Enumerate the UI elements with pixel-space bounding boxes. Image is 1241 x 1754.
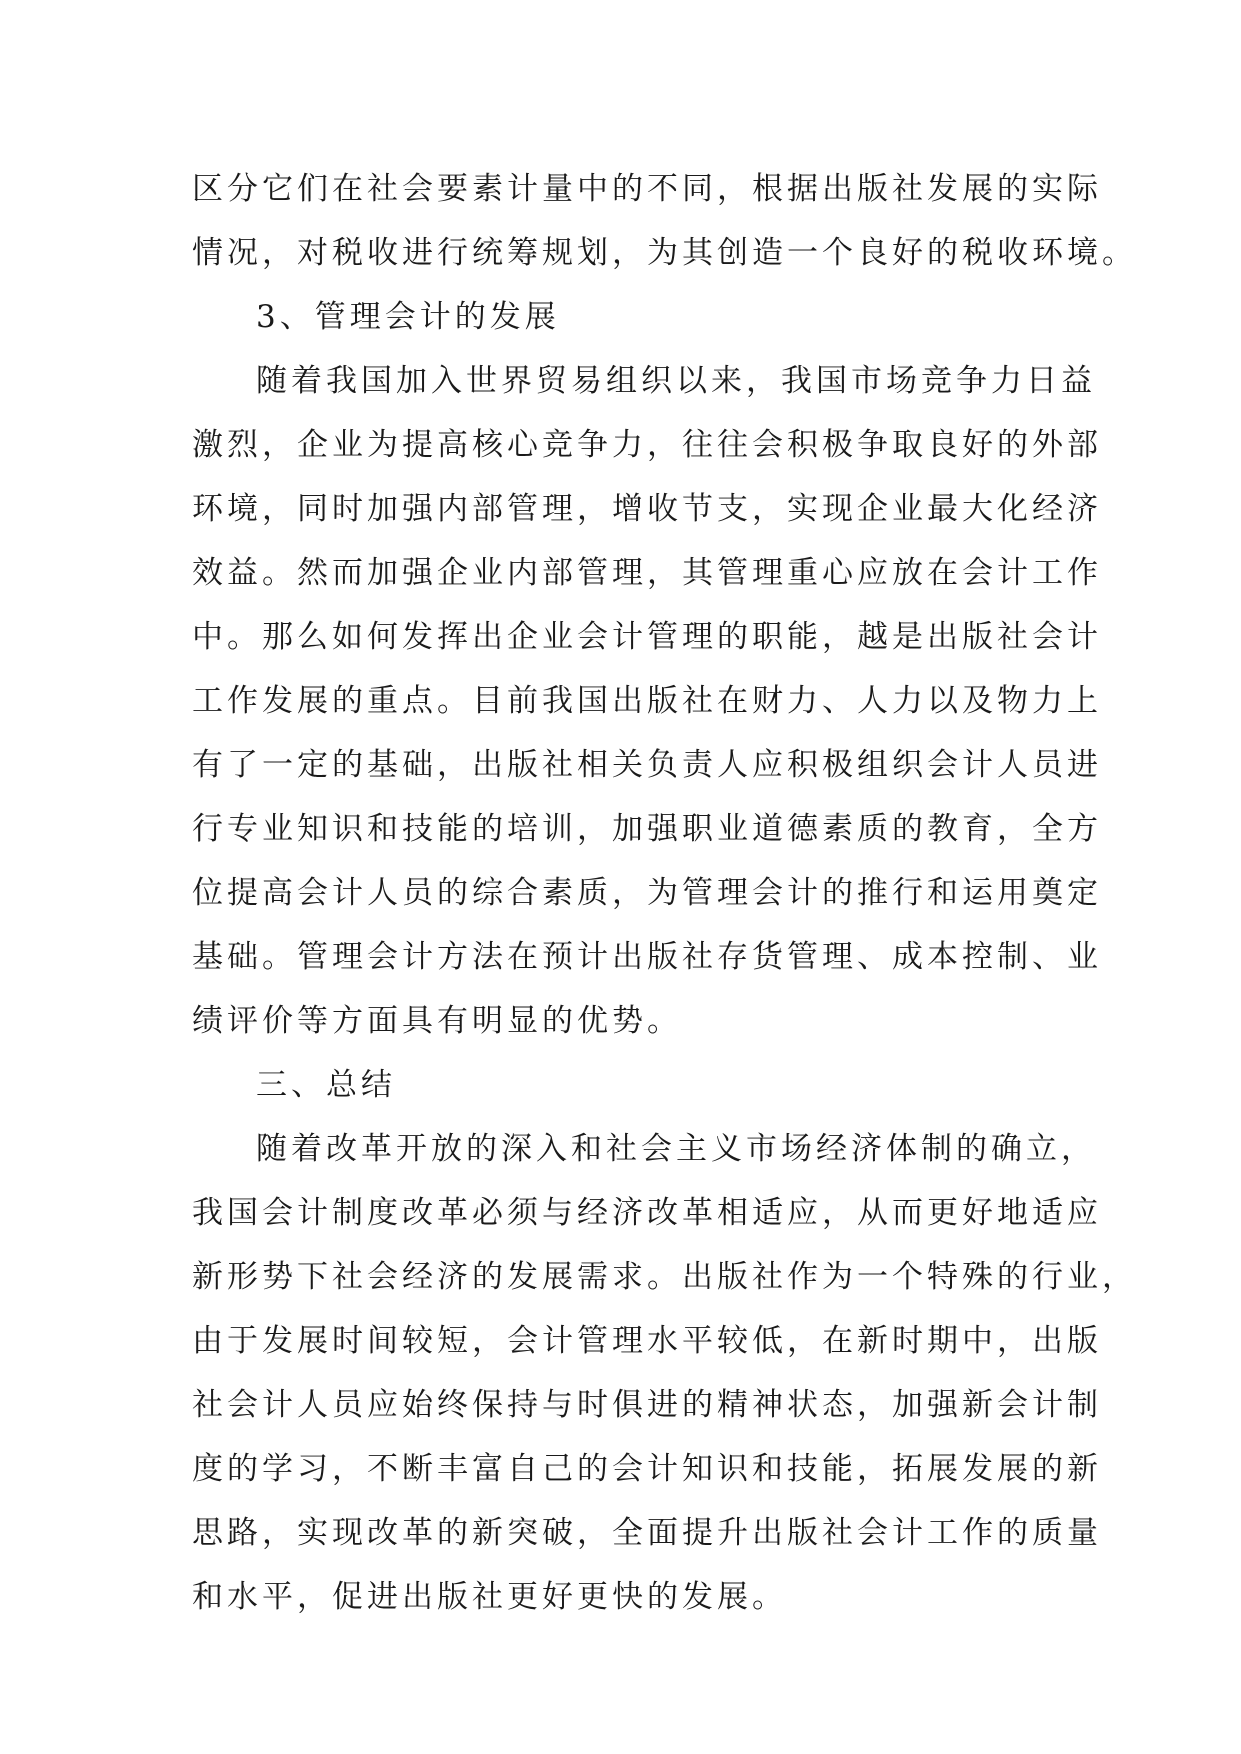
- text-line: 我国会计制度改革必须与经济改革相适应，从而更好地适应: [192, 1195, 1102, 1231]
- text-line: 新形势下社会经济的发展需求。出版社作为一个特殊的行业，: [192, 1259, 1137, 1295]
- text-line: 社会计人员应始终保持与时俱进的精神状态，加强新会计制: [192, 1387, 1102, 1423]
- text-line: 效益。然而加强企业内部管理，其管理重心应放在会计工作: [192, 555, 1102, 591]
- text-line: 激烈，企业为提高核心竞争力，往往会积极争取良好的外部: [192, 427, 1102, 463]
- text-line: 度的学习，不断丰富自己的会计知识和技能，拓展发展的新: [192, 1451, 1102, 1487]
- document-body: [192, 157, 1137, 1629]
- text-line: 中。那么如何发挥出企业会计管理的职能，越是出版社会计: [192, 619, 1102, 655]
- text-line: 工作发展的重点。目前我国出版社在财力、人力以及物力上: [192, 683, 1102, 719]
- text-line: 区分它们在社会要素计量中的不同，根据出版社发展的实际: [192, 171, 1102, 207]
- text-line: 情况，对税收进行统筹规划，为其创造一个良好的税收环境。: [192, 235, 1137, 271]
- text-line: 有了一定的基础，出版社相关负责人应积极组织会计人员进: [192, 747, 1102, 783]
- text-line: 基础。管理会计方法在预计出版社存货管理、成本控制、业: [192, 939, 1102, 975]
- text-line: 由于发展时间较短，会计管理水平较低，在新时期中，出版: [192, 1323, 1102, 1359]
- text-line: 思路，实现改革的新突破，全面提升出版社会计工作的质量: [192, 1515, 1102, 1551]
- text-line: 位提高会计人员的综合素质，为管理会计的推行和运用奠定: [192, 875, 1102, 911]
- text-line: 随着我国加入世界贸易组织以来，我国市场竞争力日益: [256, 363, 1096, 399]
- text-line: 和水平，促进出版社更好更快的发展。: [192, 1579, 787, 1615]
- text-line: 环境，同时加强内部管理，增收节支，实现企业最大化经济: [192, 491, 1102, 527]
- text-line: 绩评价等方面具有明显的优势。: [192, 1003, 682, 1039]
- text-line: 行专业知识和技能的培训，加强职业道德素质的教育，全方: [192, 811, 1102, 847]
- section-heading-management-accounting: 3、管理会计的发展: [256, 299, 560, 335]
- text-line: 随着改革开放的深入和社会主义市场经济体制的确立，: [256, 1131, 1096, 1167]
- section-heading-summary: 三、总结: [256, 1067, 396, 1103]
